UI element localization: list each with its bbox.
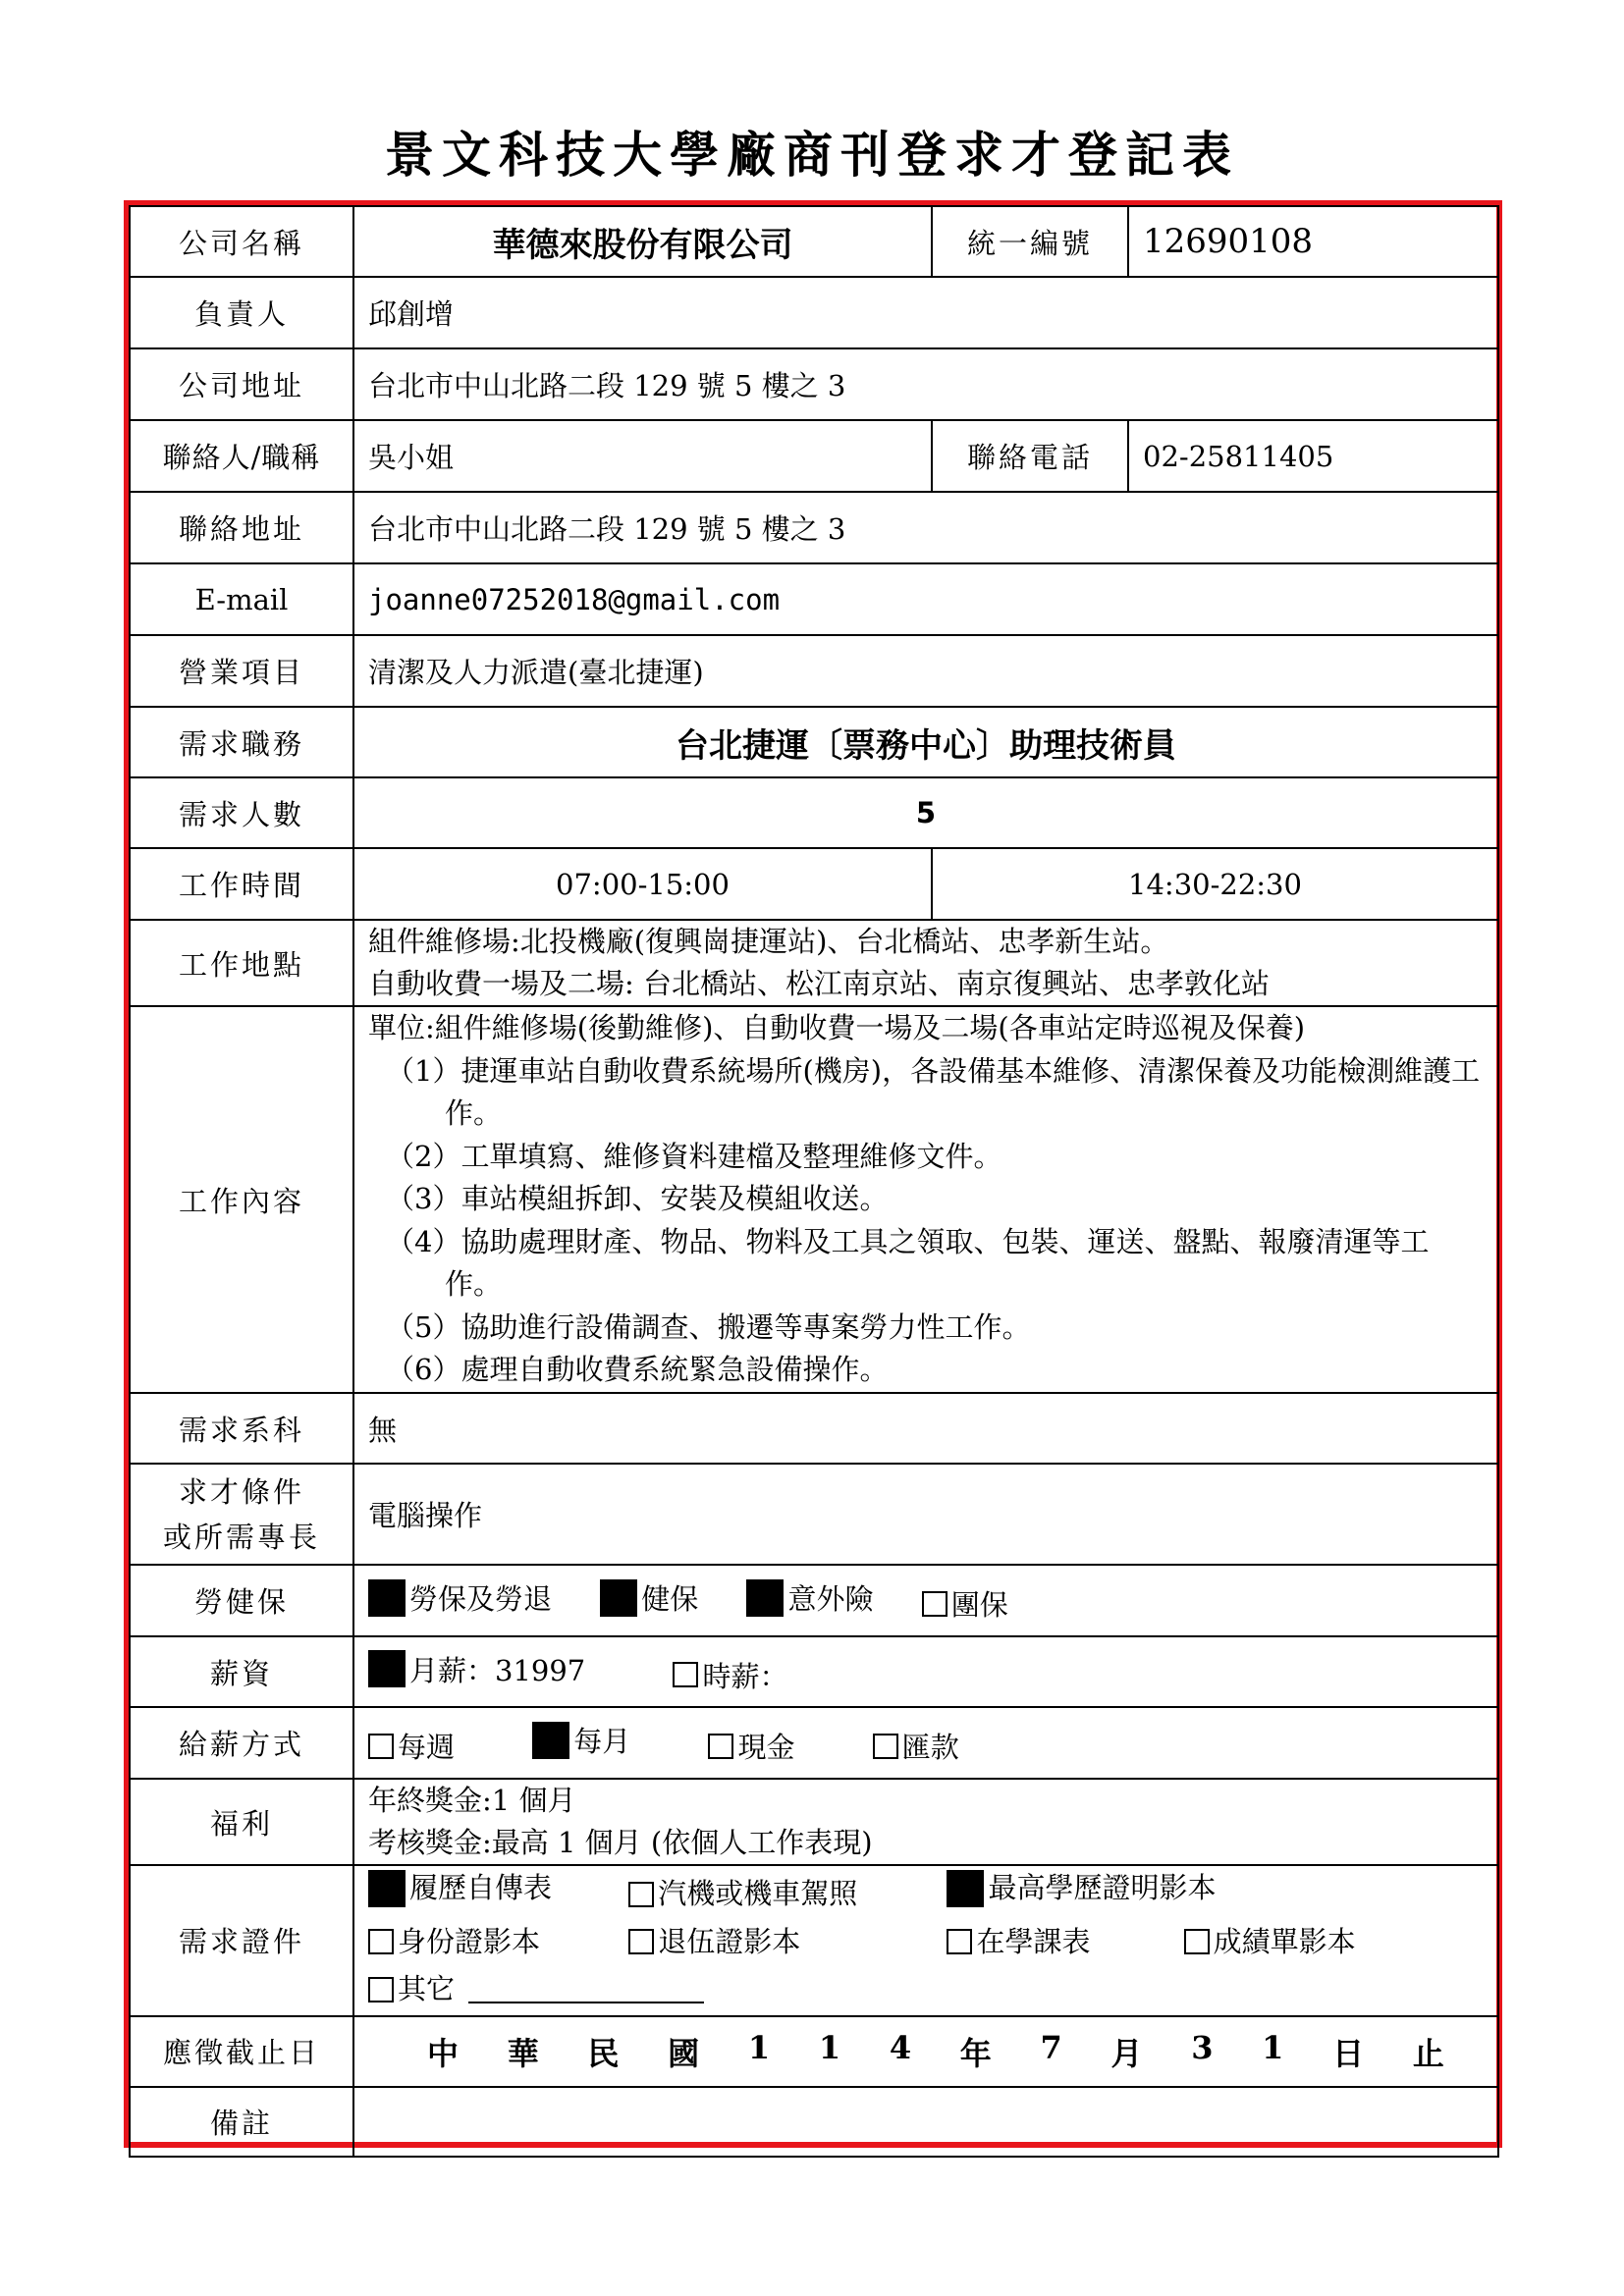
salary-option-hourly[interactable]: 時薪： xyxy=(673,1655,787,1695)
pay-method-label: 給薪方式 xyxy=(130,1707,353,1779)
doc-option-license[interactable]: 汽機或機車駕照 xyxy=(628,1872,938,1916)
content-value xyxy=(353,1006,1498,1393)
deadline-char: 1 xyxy=(747,2028,771,2066)
row-contact-address xyxy=(130,492,1498,563)
headcount-label: 需求人數 xyxy=(130,777,353,848)
insurance-label: 勞健保 xyxy=(130,1565,353,1636)
remarks-label: 備註 xyxy=(130,2087,353,2157)
phone-label: 聯絡電話 xyxy=(932,420,1128,492)
deadline-char: 中 xyxy=(427,2034,460,2072)
row-salary xyxy=(130,1636,1498,1707)
documents-label: 需求證件 xyxy=(130,1865,353,2016)
deadline-char: 華 xyxy=(507,2034,539,2072)
checkbox-unchecked[interactable] xyxy=(628,1882,654,1907)
registration-form xyxy=(129,205,1499,2158)
row-email xyxy=(130,563,1498,635)
checkbox-checked[interactable] xyxy=(947,1870,984,1907)
content-line: 單位:組件維修場(後勤維修)、自動收費一場及二場(各車站定時巡視及保養) xyxy=(368,1011,1306,1045)
contact-address-label: 聯絡地址 xyxy=(130,492,353,563)
row-pay-method xyxy=(130,1707,1498,1779)
row-deadline xyxy=(130,2016,1498,2087)
insurance-options xyxy=(353,1565,1498,1636)
row-address xyxy=(130,348,1498,420)
contact-value: 吳小姐 xyxy=(353,420,932,492)
remarks-value[interactable] xyxy=(353,2087,1498,2157)
benefits-line: 年終獎金:1 個月 xyxy=(368,1784,576,1817)
checkbox-unchecked[interactable] xyxy=(368,1734,394,1759)
principal-label: 負責人 xyxy=(130,277,353,348)
content-line: （1）捷運車站自動收費系統場所(機房)，各設備基本維修、清潔保養及功能檢測維護工作。 xyxy=(386,1053,1481,1131)
business-label: 營業項目 xyxy=(130,635,353,707)
salary-options xyxy=(353,1636,1498,1707)
checkbox-unchecked[interactable] xyxy=(673,1662,698,1687)
tax-id-label: 統一編號 xyxy=(932,206,1128,277)
checkbox-unchecked[interactable] xyxy=(368,1929,394,1954)
benefits-line: 考核獎金:最高 1 個月 (依個人工作表現) xyxy=(368,1826,873,1859)
other-blank-line[interactable] xyxy=(468,1976,704,2003)
location-value xyxy=(353,920,1498,1006)
checkbox-unchecked[interactable] xyxy=(947,1929,972,1954)
content-line: （4）協助處理財產、物品、物料及工具之領取、包裝、運送、盤點、報廢清運等工作。 xyxy=(386,1224,1430,1302)
contact-label: 聯絡人/職稱 xyxy=(130,420,353,492)
row-location xyxy=(130,920,1498,1006)
salary-option-monthly[interactable]: 月薪：31997 xyxy=(368,1649,585,1689)
doc-option-resume[interactable]: 履歷自傳表 xyxy=(368,1866,620,1910)
requirements-label-line: 或所需專長 xyxy=(162,1520,320,1554)
checkbox-unchecked[interactable] xyxy=(922,1591,947,1617)
position-label: 需求職務 xyxy=(130,707,353,777)
doc-option-schedule[interactable]: 在學課表 xyxy=(947,1920,1174,1964)
deadline-char: 年 xyxy=(959,2034,992,2072)
location-label: 工作地點 xyxy=(130,920,353,1006)
doc-option-diploma[interactable]: 最高學歷證明影本 xyxy=(947,1866,1216,1910)
row-position xyxy=(130,707,1498,777)
address-value: 台北市中山北路二段 129 號 5 樓之 3 xyxy=(353,348,1498,420)
location-line: 自動收費一場及二場: 台北橋站、松江南京站、南京復興站、忠孝敦化站 xyxy=(368,967,1270,1000)
form-title: 景文科技大學廠商刊登求才登記表 xyxy=(385,127,1239,184)
content-line: （3）車站模組拆卸、安裝及模組收送。 xyxy=(386,1182,889,1216)
content-line: （2）工單填寫、維修資料建檔及整理維修文件。 xyxy=(386,1139,1002,1173)
checkbox-unchecked[interactable] xyxy=(873,1734,898,1759)
insurance-option-labor[interactable]: 勞保及勞退 xyxy=(368,1577,552,1618)
row-hours xyxy=(130,848,1498,920)
checkbox-checked[interactable] xyxy=(368,1579,406,1617)
row-insurance xyxy=(130,1565,1498,1636)
content-line: （5）協助進行設備調查、搬遷等專案勞力性工作。 xyxy=(386,1309,1031,1344)
documents-options xyxy=(353,1865,1498,2016)
row-principal xyxy=(130,277,1498,348)
deadline-value xyxy=(353,2016,1498,2087)
checkbox-checked[interactable] xyxy=(368,1650,406,1687)
address-label: 公司地址 xyxy=(130,348,353,420)
insurance-option-group[interactable]: 團保 xyxy=(922,1583,1008,1624)
checkbox-unchecked[interactable] xyxy=(368,1977,394,2002)
checkbox-unchecked[interactable] xyxy=(628,1929,654,1954)
checkbox-checked[interactable] xyxy=(368,1870,406,1907)
deadline-label: 應徵截止日 xyxy=(130,2016,353,2087)
deadline-char: 日 xyxy=(1332,2034,1365,2072)
email-label: E-mail xyxy=(130,563,353,635)
deadline-char: 3 xyxy=(1191,2028,1214,2066)
benefits-value xyxy=(353,1779,1498,1865)
pay-option-monthly[interactable]: 每月 xyxy=(532,1720,630,1760)
deadline-char: 4 xyxy=(889,2028,912,2066)
requirements-label-line: 求才條件 xyxy=(178,1474,304,1509)
hours-shift1: 07:00-15:00 xyxy=(353,848,932,920)
pay-option-transfer[interactable]: 匯款 xyxy=(873,1726,959,1766)
checkbox-unchecked[interactable] xyxy=(1184,1929,1210,1954)
insurance-option-health[interactable]: 健保 xyxy=(600,1577,698,1618)
deadline-char: 7 xyxy=(1040,2028,1062,2066)
row-contact xyxy=(130,420,1498,492)
pay-method-options xyxy=(353,1707,1498,1779)
deadline-char: 1 xyxy=(1262,2028,1284,2066)
doc-option-id-copy[interactable]: 身份證影本 xyxy=(368,1920,620,1964)
location-line: 組件維修場:北投機廠(復興崗捷運站)、台北橋站、忠孝新生站。 xyxy=(368,925,1169,958)
row-department xyxy=(130,1393,1498,1464)
requirements-label xyxy=(130,1464,353,1565)
principal-value: 邱創增 xyxy=(353,277,1498,348)
business-value: 清潔及人力派遣(臺北捷運) xyxy=(353,635,1498,707)
doc-option-discharge[interactable]: 退伍證影本 xyxy=(628,1920,938,1964)
benefits-label: 福利 xyxy=(130,1779,353,1865)
deadline-char: 止 xyxy=(1412,2034,1444,2072)
salary-label: 薪資 xyxy=(130,1636,353,1707)
company-label: 公司名稱 xyxy=(130,206,353,277)
row-headcount xyxy=(130,777,1498,848)
pay-option-weekly[interactable]: 每週 xyxy=(368,1726,455,1766)
deadline-char: 月 xyxy=(1110,2034,1143,2072)
headcount-value: 5 xyxy=(353,777,1498,848)
doc-option-transcript[interactable]: 成績單影本 xyxy=(1184,1920,1356,1964)
tax-id-value: 12690108 xyxy=(1128,206,1498,277)
row-benefits xyxy=(130,1779,1498,1865)
row-requirements xyxy=(130,1464,1498,1565)
requirements-value: 電腦操作 xyxy=(353,1464,1498,1565)
deadline-char: 1 xyxy=(818,2028,841,2066)
hours-label: 工作時間 xyxy=(130,848,353,920)
pay-option-cash[interactable]: 現金 xyxy=(708,1726,794,1766)
doc-option-other[interactable]: 其它 xyxy=(368,1967,704,2011)
email-value: joanne07252018@gmail.com xyxy=(353,563,1498,635)
checkbox-checked[interactable] xyxy=(600,1579,637,1617)
content-label: 工作內容 xyxy=(130,1006,353,1393)
row-company xyxy=(130,206,1498,277)
deadline-char: 民 xyxy=(587,2034,620,2072)
department-label: 需求系科 xyxy=(130,1393,353,1464)
insurance-option-accident[interactable]: 意外險 xyxy=(746,1577,873,1618)
row-remarks xyxy=(130,2087,1498,2157)
deadline-char: 國 xyxy=(668,2034,700,2072)
phone-value: 02-25811405 xyxy=(1128,420,1498,492)
position-value: 台北捷運〔票務中心〕助理技術員 xyxy=(353,707,1498,777)
row-business xyxy=(130,635,1498,707)
checkbox-unchecked[interactable] xyxy=(708,1734,733,1759)
checkbox-checked[interactable] xyxy=(532,1722,569,1759)
hours-shift2: 14:30-22:30 xyxy=(932,848,1498,920)
checkbox-checked[interactable] xyxy=(746,1579,784,1617)
contact-address-value: 台北市中山北路二段 129 號 5 樓之 3 xyxy=(353,492,1498,563)
row-documents xyxy=(130,1865,1498,2016)
department-value: 無 xyxy=(353,1393,1498,1464)
company-value: 華德來股份有限公司 xyxy=(353,206,932,277)
content-line: （6）處理自動收費系統緊急設備操作。 xyxy=(386,1353,889,1387)
row-content xyxy=(130,1006,1498,1393)
